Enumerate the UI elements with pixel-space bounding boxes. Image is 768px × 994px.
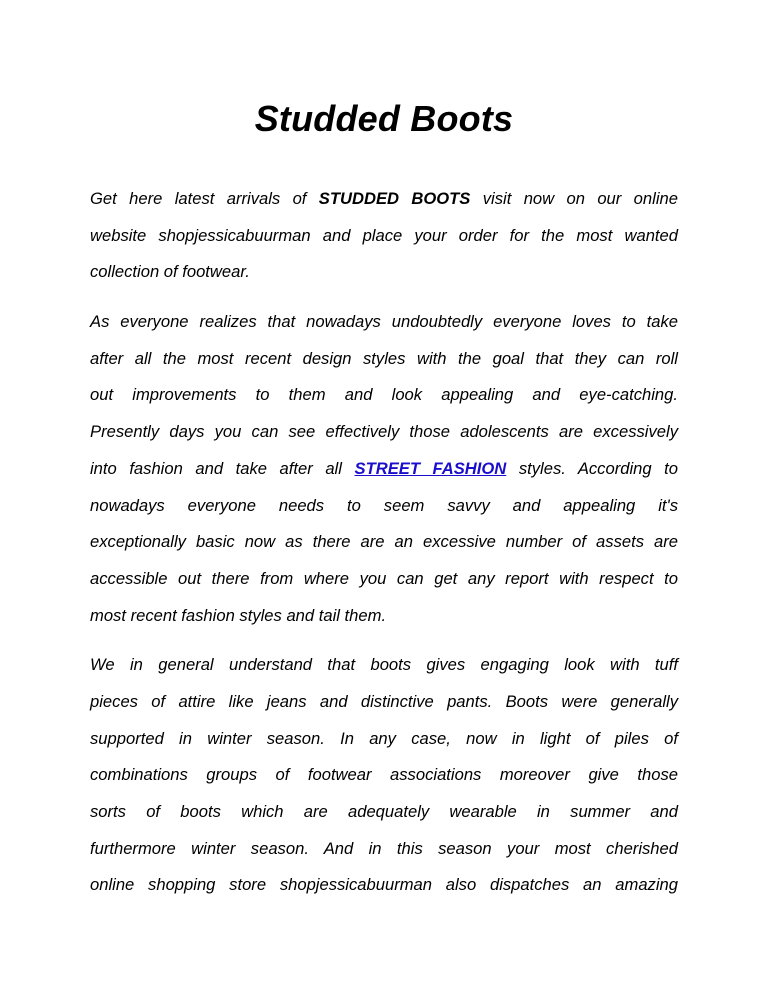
text-line bbox=[90, 602, 678, 639]
text-span: website shopjessicabuurman and place your order for the most wanted bbox=[90, 225, 678, 245]
document-title: Studded Boots bbox=[254, 98, 514, 139]
text-span: Get here latest arrivals of bbox=[90, 189, 319, 208]
text-line bbox=[90, 798, 678, 835]
text-line bbox=[90, 258, 678, 295]
document-body bbox=[90, 185, 678, 921]
text-span: We in general understand that boots gives engaging look with tuff bbox=[90, 655, 678, 675]
text-span: combinations groups of footwear associations moreover give those bbox=[90, 765, 678, 785]
text-span: styles. According to bbox=[506, 458, 679, 478]
text-line bbox=[90, 761, 678, 798]
paragraph bbox=[90, 651, 678, 908]
text-span: sorts of boots which are adequately wearable in summer and bbox=[90, 802, 678, 821]
text-span: after all the most recent design styles with the goal that they can roll bbox=[90, 348, 678, 368]
text-line bbox=[90, 185, 678, 222]
text-line bbox=[90, 651, 678, 688]
text-line bbox=[90, 835, 678, 872]
text-line bbox=[90, 725, 678, 762]
text-span: most recent fashion styles and tail them. bbox=[90, 605, 387, 625]
text-line bbox=[90, 492, 678, 529]
text-span: collection of footwear. bbox=[90, 262, 250, 282]
text-line bbox=[90, 222, 678, 259]
text-line bbox=[90, 381, 678, 418]
text-span: As everyone realizes that nowadays undoubtedly everyone loves to take bbox=[90, 312, 678, 332]
text-span: pieces of attire like jeans and distinctive pants. Boots were generally bbox=[90, 691, 678, 711]
text-line bbox=[90, 565, 678, 602]
text-span: Presently days you can see effectively those adolescents are excessively bbox=[90, 422, 678, 442]
paragraph bbox=[90, 308, 678, 638]
text-line bbox=[90, 418, 678, 455]
bold-keyword: STUDDED BOOTS bbox=[318, 189, 471, 208]
text-span: accessible out there from where you can get any report with respect to bbox=[90, 568, 678, 588]
text-line bbox=[90, 345, 678, 382]
text-span: exceptionally basic now as there are an excessive number of assets are bbox=[90, 532, 678, 552]
text-span: visit now on our online bbox=[470, 189, 678, 208]
text-span: supported in winter season. In any case, now in light of piles of bbox=[90, 728, 678, 748]
text-span: online shopping store shopjessicabuurman also dispatches an amazing bbox=[90, 875, 678, 895]
text-line bbox=[90, 528, 678, 565]
text-span: out improvements to them and look appealing and eye-catching. bbox=[90, 385, 678, 405]
text-line bbox=[90, 455, 678, 492]
text-span: furthermore winter season. And in this season your most cherished bbox=[90, 838, 678, 858]
street-fashion-link[interactable]: STREET FASHION bbox=[354, 458, 507, 478]
text-span: nowadays everyone needs to seem savvy and appealing it's bbox=[90, 495, 678, 515]
text-line bbox=[90, 308, 678, 345]
text-line bbox=[90, 871, 678, 908]
paragraph bbox=[90, 185, 678, 295]
text-line bbox=[90, 688, 678, 725]
text-span: into fashion and take after all bbox=[90, 458, 355, 478]
